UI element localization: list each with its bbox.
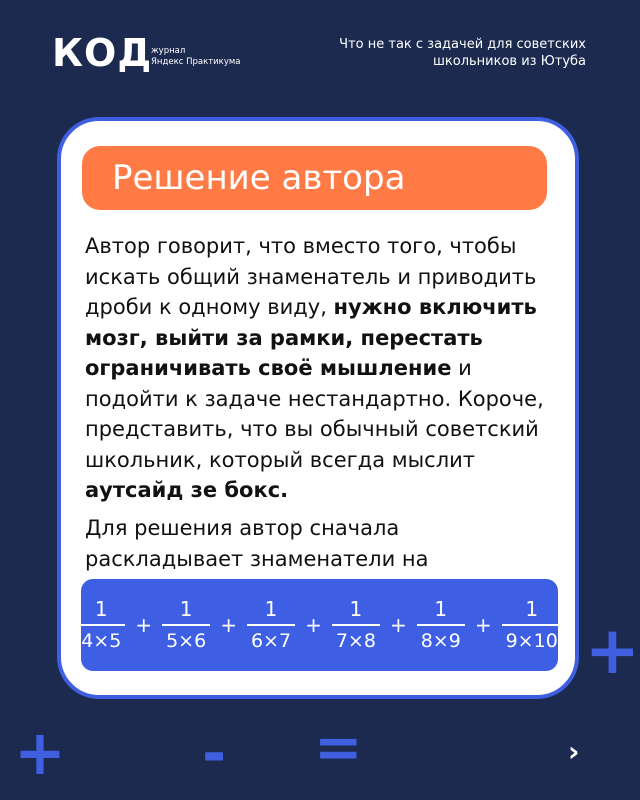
fraction-numerator: 1 xyxy=(179,597,193,621)
logo-subtitle xyxy=(151,46,261,68)
fraction xyxy=(502,597,562,653)
card-heading: Решение автора xyxy=(112,158,406,198)
fraction-numerator: 1 xyxy=(264,597,278,621)
paragraph-bold-b: аутсайд зе бокс. xyxy=(85,478,289,502)
fraction-bar xyxy=(77,624,125,626)
fraction-denominator: 8×9 xyxy=(420,630,461,652)
paragraph-text-a: Автор говорит, что вместо того, чтобы искать общий знаменатель и приводить дроби к одному виду, xyxy=(85,234,537,319)
plus-sign: + xyxy=(220,613,237,637)
fraction-bar xyxy=(162,624,210,626)
logo-subtitle-line2: Яндекс Практикума xyxy=(151,57,241,67)
fraction-numerator: 1 xyxy=(94,597,108,621)
header xyxy=(0,0,640,100)
fraction-numerator: 1 xyxy=(525,597,539,621)
article-title-line1: Что не так с задачей для советских xyxy=(339,37,586,52)
fraction xyxy=(247,597,295,653)
heading-pill xyxy=(82,146,547,210)
paragraph-factorization: Для решения автор сначала раскладывает знаменатели на xyxy=(85,516,429,571)
fraction-bar xyxy=(417,624,465,626)
fraction-denominator: 9×10 xyxy=(505,630,558,652)
fraction xyxy=(162,597,210,653)
fraction xyxy=(417,597,465,653)
paragraph-explanation xyxy=(85,231,555,506)
minus-decoration: - xyxy=(202,719,227,787)
article-title-line2: школьников из Ютуба xyxy=(433,54,586,69)
fraction-denominator: 7×8 xyxy=(335,630,376,652)
article-title xyxy=(326,36,586,70)
plus-decoration-left: + xyxy=(14,716,66,789)
plus-sign: + xyxy=(135,613,153,637)
plus-sign: + xyxy=(474,613,492,637)
plus-sign: + xyxy=(305,613,322,637)
equals-decoration: = xyxy=(314,713,363,781)
paragraph-text-b: и подойти к задаче нестандартно. Короче, представить, что вы обычный советский школьник, который всегда мыслит xyxy=(85,356,544,472)
fraction xyxy=(332,597,380,653)
plus-sign: + xyxy=(389,613,407,637)
fraction-bar xyxy=(502,624,562,626)
plus-decoration-right: + xyxy=(584,612,640,689)
fraction-numerator: 1 xyxy=(349,597,363,621)
content-card xyxy=(57,117,579,699)
fraction-bar xyxy=(332,624,380,626)
next-arrow-icon[interactable]: › xyxy=(568,735,580,768)
fraction-denominator: 6×7 xyxy=(250,630,292,652)
fraction-denominator: 4×5 xyxy=(81,630,122,652)
logo-subtitle-line1: журнал xyxy=(151,46,186,56)
fraction-bar xyxy=(247,624,295,626)
formula-box xyxy=(81,579,558,671)
fraction-denominator: 5×6 xyxy=(166,630,207,652)
fraction xyxy=(77,597,125,653)
logo: КОД xyxy=(52,31,153,75)
paragraph-bold-a: нужно включить мозг, выйти за рамки, перестать ограничивать своё мышление xyxy=(85,295,537,380)
fraction-numerator: 1 xyxy=(434,597,448,621)
